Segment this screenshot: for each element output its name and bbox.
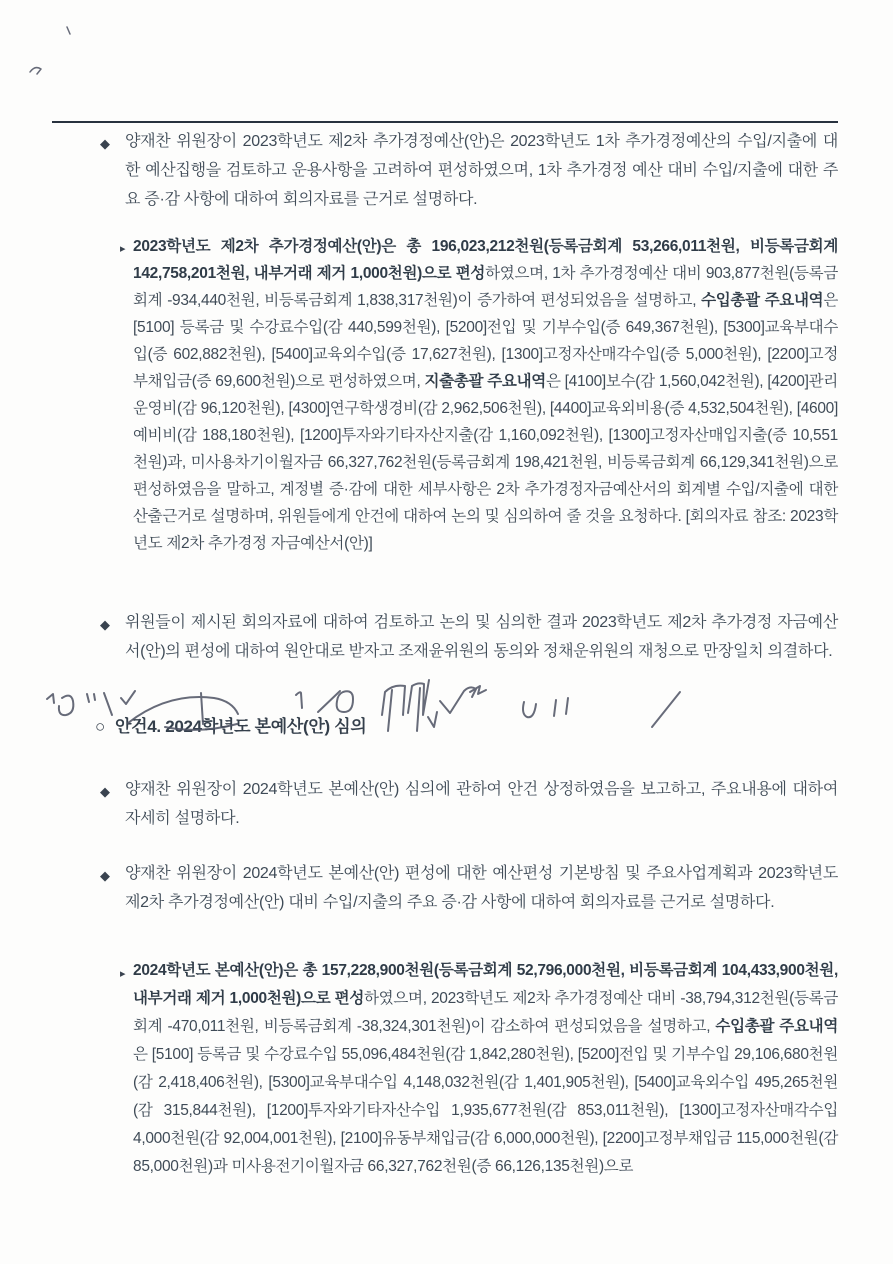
paragraph-text <box>133 233 838 557</box>
revenue-summary-label: 수입총괄 주요내역 <box>701 292 824 309</box>
budget-total-bold: 2023학년도 제2차 추가경정예산(안)은 총 196,023,212천원(등록금회계 53,266,011천원, 비등록금회계 142,758,201천원, 내부거래 제거 1,000천원)으로 편성 <box>133 238 838 282</box>
revenue-items-text: 은 [5100] 등록금 및 수강료수입(감 440,599천원), [5200]전입 및 기부수입(증 649,367천원), [5300]교육부대수입(증 602,882천원), [5400]교육외수입(증 17,627천원), [1300]고정자산매각수입(증 5,000천원), [2200]고정부채입금(증 69,600천원)으로 편성하였으며, <box>133 292 838 390</box>
diamond-bullet-icon: ◆ <box>100 136 110 151</box>
paragraph-2023-supplementary-budget-detail <box>120 233 838 557</box>
triangle-bullet-icon: ▸ <box>120 968 126 980</box>
paragraph-2024-main-budget-detail <box>120 957 838 1181</box>
revenue-items-text: 은 [5100] 등록금 및 수강료수입 55,096,484천원(감 1,842,280천원), [5200]전입 및 기부수입 29,106,680천원(감 2,418,406천원), [5300]교육부대수입 4,148,032천원(감 1,401,905천원), [5400]교육외수입 495,265천원(감 315,844천원), [1200]투자와기타자산수입 1,935,677천원(감 853,011천원), [1300]고정자산매각수입 4,000천원(감 92,004,001천원), [2100]유동부채입금(감 6,000,000천원), [2200]고정부채입금 115,000천원(감 85,000천원)과 미사용전기이월자금 66,327,762천원(증 66,126,135천원)으로 <box>133 1046 838 1175</box>
budget-change-text: 하였으며, 1차 추가경정예산 대비 903,877천원(등록금회계 -934,440천원, 비등록금회계 1,838,317천원)이 증가하여 편성되었음을 설명하고, <box>133 265 838 309</box>
expenditure-summary-label: 지출총괄 주요내역 <box>424 373 546 390</box>
paragraph-text: 양재찬 위원장이 2023학년도 제2차 추가경정예산(안)은 2023학년도 1차 추가경정예산의 수입/지출에 대한 예산집행을 검토하고 운용사항을 고려하여 편성하였으며, 1차 추가경정 예산 대비 수입/지출에 대한 주요 증·감 사항에 대하여 회의자료를 근거로 설명하다. <box>125 133 838 208</box>
paragraph-text: 양재찬 위원장이 2024학년도 본예산(안) 심의에 관하여 안건 상정하였음을 보고하고, 주요내용에 대하여 자세히 설명하다. <box>125 781 838 827</box>
diamond-bullet-icon: ◆ <box>100 617 110 632</box>
paragraph-text: 양재찬 위원장이 2024학년도 본예산(안) 편성에 대한 예산편성 기본방침 및 주요사업계획과 2023학년도 제2차 추가경정예산(안) 대비 수입/지출의 주요 증·감 사항에 대하여 회의자료를 근거로 설명하다. <box>125 865 838 911</box>
paragraph-text: 위원들이 제시된 회의자료에 대하여 검토하고 논의 및 심의한 결과 2023학년도 제2차 추가경정 자금예산서(안)의 편성에 대하여 원안대로 받자고 조재윤위원의 동의와 정채운위원의 재청으로 만장일치 의결하다. <box>125 614 838 660</box>
paragraph-text <box>133 957 838 1181</box>
agenda-heading-text: 안건4. 2024학년도 본예산(안) 심의 <box>114 717 367 736</box>
agenda-item-4-heading <box>95 712 367 737</box>
revenue-summary-label: 수입총괄 주요내역 <box>715 1018 838 1035</box>
top-rule-line <box>52 121 838 123</box>
paragraph-chair-explains-2nd-supplementary-budget <box>100 127 838 214</box>
budget-total-bold: 2024학년도 본예산(안)은 총 157,228,900천원(등록금회계 52,796,000천원, 비등록금회계 104,433,900천원, 내부거래 제거 1,000천원)으로 편성 <box>133 962 838 1007</box>
agenda-circle-icon: ○ <box>95 717 105 736</box>
diamond-bullet-icon: ◆ <box>100 784 110 799</box>
paragraph-budget-policy-explained <box>100 859 838 917</box>
paragraph-resolution-unanimous <box>100 608 838 666</box>
expenditure-items-text: 은 [4100]보수(감 1,560,042천원), [4200]관리운영비(감 96,120천원), [4300]연구학생경비(감 2,962,506천원), [4400]교육외비용(증 4,532,504천원), [4600]예비비(감 188,180천원), [1200]투자와기타자산지출(감 1,160,092천원), [1300]고정자산매입지출(증 10,551천원)과, 미사용차기이월자금 66,327,762천원(등록금회계 198,421천원, 비등록금회계 66,129,341천원)으로 편성하였음을 말하고, 계정별 증·감에 대한 세부사항은 2차 추가경정자금예산서의 회계별 수입/지출에 대한 산출근거로 설명하며, 위원들에게 안건에 대하여 논의 및 심의하여 줄 것을 요청하다. [회의자료 참조: 2023학년도 제2차 추가경정 자금예산서(안)] <box>133 373 838 552</box>
triangle-bullet-icon: ▸ <box>120 243 126 255</box>
paragraph-agenda-presented <box>100 775 838 833</box>
budget-change-text: 하였으며, 2023학년도 제2차 추가경정예산 대비 -38,794,312천원(등록금회계 -470,011천원, 비등록금회계 -38,324,301천원)이 감소하여 편성되었음을 설명하고, <box>133 990 838 1035</box>
diamond-bullet-icon: ◆ <box>100 868 110 883</box>
